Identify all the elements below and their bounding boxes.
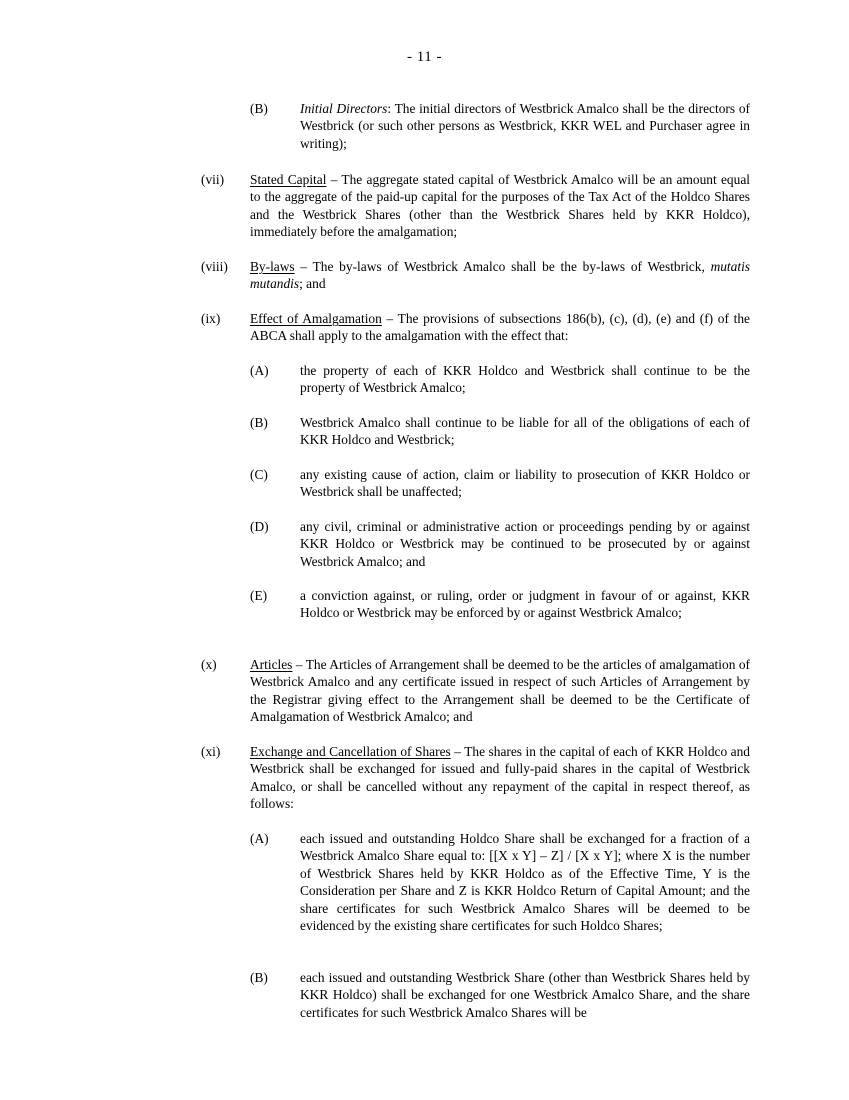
clause-text: Westbrick Amalco shall continue to be liable for all of the obligations of each of KKR Holdco and Westbrick; [300,415,750,448]
clause-label: (E) [250,588,268,603]
clause-text: – The Articles of Arrangement shall be deemed to be the articles of amalgamation of Westbrick Amalco and any certificate issued in respect of such Articles of Arrangement by the Registrar giving effect to the Arrangement shall be deemed to be the Certificate of Amalgamation of Westbrick Amalco; and [250,657,750,725]
clause-heading: By-laws [250,259,295,274]
clause-text: – The provisions of subsections 186(b), (c), (d), (e) and (f) of the ABCA shall apply to the amalgamation with the effect that: [250,311,750,344]
clause-heading: Exchange and Cancellation of Shares [250,744,451,759]
clause-body [250,310,750,345]
clause-text: – The shares in the capital of each of KKR Holdco and Westbrick shall be exchanged for issued and fully-paid shares in the capital of Westbrick Amalco, or shall be cancelled without any repayment of the capital in respect thereof, as follows: [250,744,751,812]
clause-text: – The by-laws of Westbrick Amalco shall be the by-laws of Westbrick, [294,259,711,274]
clause-label: (A) [250,831,269,846]
clause-label: (viii) [201,259,228,274]
clause-text: : The initial directors of Westbrick Amalco shall be the directors of Westbrick (or such other persons as Westbrick, KKR WEL and Purchaser agree in writing); [300,101,750,151]
clause-body [250,656,750,726]
clause-text: a conviction against, or ruling, order or judgment in favour of or against, KKR Holdco or Westbrick may be enforced by or against Westbrick Amalco; [300,588,750,621]
page-number: - 11 - [407,49,442,65]
clause-heading: Stated Capital [250,172,327,187]
clause-label: (x) [201,657,217,672]
clause-body [300,100,750,152]
clause-label: (ix) [201,311,221,326]
clause-body [250,258,750,293]
clause-label: (B) [250,970,268,985]
clause-label: (D) [250,519,269,534]
clause-heading: Articles [250,657,293,672]
clause-text: any existing cause of action, claim or liability to prosecution of KKR Holdco or Westbrick shall be unaffected; [300,467,750,500]
clause-body [250,171,750,241]
clause-italic: mutatis mutandis [250,259,750,292]
clause-heading: Initial Directors [300,101,388,116]
clause-label: (C) [250,467,268,482]
clause-label: (B) [250,415,268,430]
clause-label: (vii) [201,172,225,187]
clause-text: – The aggregate stated capital of Westbrick Amalco will be an amount equal to the aggregate of the paid-up capital for the purposes of the Tax Act of the Holdco Shares and the Westbrick Shares (other than the Westbrick Shares held by KKR Holdco), immediately before the amalgamation; [250,172,750,240]
clause-text: the property of each of KKR Holdco and Westbrick shall continue to be the property of Westbrick Amalco; [300,363,750,396]
clause-heading: Effect of Amalgamation [250,311,382,326]
clause-text: any civil, criminal or administrative action or proceedings pending by or against KKR Holdco or Westbrick may be continued to be prosecuted by or against Westbrick Amalco; and [300,519,750,569]
clause-label: (xi) [201,744,221,759]
clause-text: each issued and outstanding Holdco Share shall be exchanged for a fraction of a Westbrick Amalco Share equal to: [[X x Y] – Z] / [X x Y]; where X is the number of Westbrick Shares held by KKR Holdco as of the Effective Time, Y is the Consideration per Share and Z is KKR Holdco Return of Capital Amount; and the share certificates for such Westbrick Amalco Shares will be deemed to be evidenced by the existing share certificates for such Holdco Shares; [300,831,750,934]
clause-text: each issued and outstanding Westbrick Share (other than Westbrick Shares held by KKR Holdco) shall be exchanged for one Westbrick Amalco Share, and the share certificates for such Westbrick Amalco Shares will be [300,970,750,1020]
clause-label: (A) [250,363,269,378]
clause-label: (B) [250,101,268,116]
clause-tail: ; and [299,276,326,292]
clause-body [250,743,750,813]
